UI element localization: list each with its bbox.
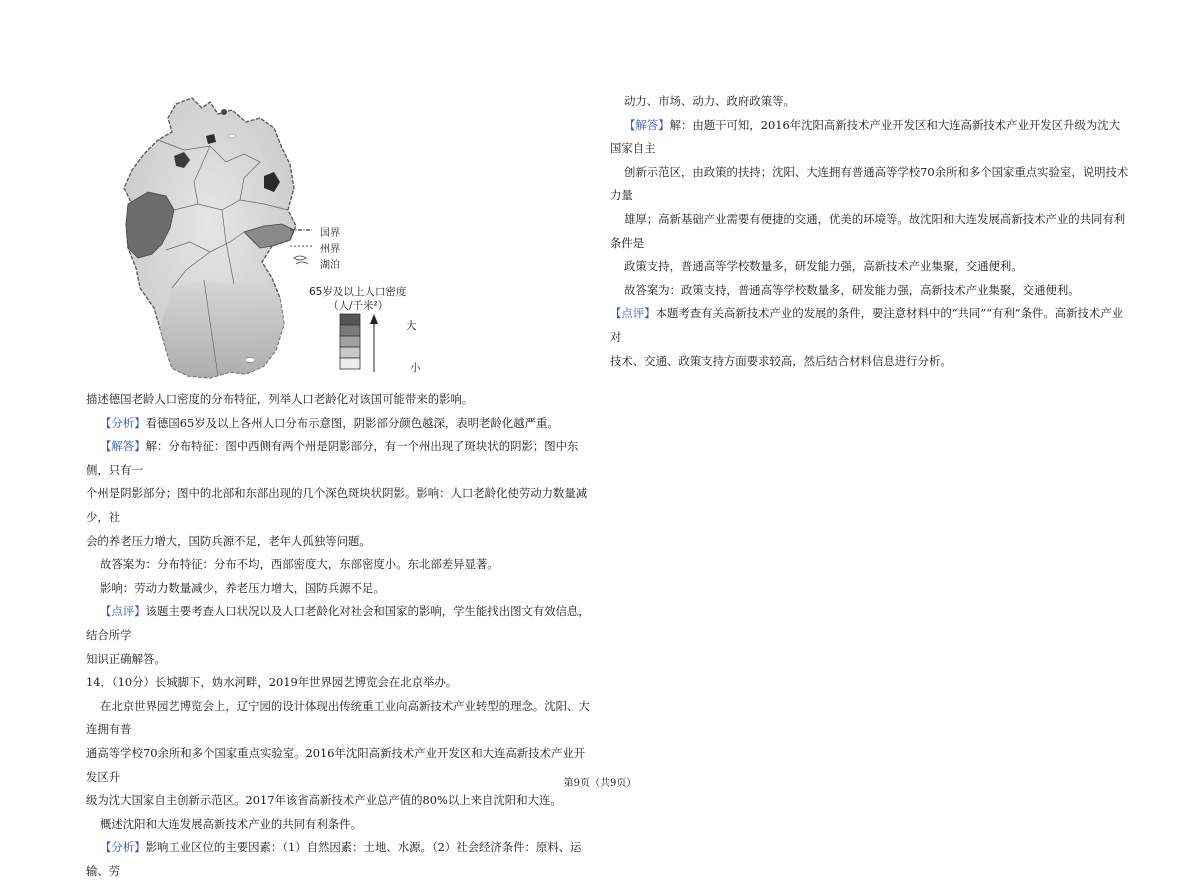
q14-answer-tag: 【解答】 bbox=[624, 117, 670, 132]
q14-comment-para bbox=[610, 302, 1130, 349]
q14-comment-line-1: 本题考查有关高新技术产业的发展的条件，要注意材料中的“共同”“有利”条件。高新技术产业对 bbox=[610, 306, 1124, 344]
q14-answer-line-4: 政策支持，普通高等学校数量多，研发能力强，高新技术产业集聚，交通便利。 bbox=[624, 259, 1023, 274]
comment-para bbox=[86, 600, 590, 647]
legend-state-border: 州界 bbox=[320, 244, 340, 255]
legend-unit: （人/千米²） bbox=[328, 300, 389, 312]
legend-small: 小 bbox=[410, 362, 421, 374]
analysis-continued: 动力、市场、动力、政府政策等。 bbox=[624, 94, 795, 108]
density-scale bbox=[340, 314, 360, 369]
comment-line-2: 知识正确解答。 bbox=[86, 651, 166, 666]
legend-lake: 湖泊 bbox=[320, 260, 340, 271]
analysis-tag: 【分析】 bbox=[100, 415, 146, 430]
page-footer: 第9页（共9页） bbox=[563, 778, 637, 789]
answer-line-3: 会的养老压力增大，国防兵源不足，老年人孤独等问题。 bbox=[86, 533, 371, 548]
comment-line-1: 该题主要考查人口状况以及人口老龄化对社会和国家的影响，学生能找出图文有效信息，结合所学 bbox=[86, 604, 590, 642]
q14-answer-para bbox=[610, 114, 1130, 161]
final-answer-2: 影响：劳动力数量减少，养老压力增大，国防兵源不足。 bbox=[100, 580, 385, 595]
lake-symbol bbox=[294, 256, 308, 264]
germany-map-figure bbox=[114, 92, 421, 388]
answer-line-1: 解：分布特征：图中西侧有两个州是阴影部分，有一个州出现了斑块状的阴影；图中东侧，只有一 bbox=[86, 439, 579, 477]
q14-answer-line-1: 解：由题干可知，2016年沈阳高新技术产业开发区和大连高新技术产业开发区升级为沈大国家自主 bbox=[610, 117, 1121, 156]
q14-comment-tag: 【点评】 bbox=[610, 306, 656, 321]
analysis-para bbox=[86, 412, 590, 436]
south-states-shade bbox=[160, 274, 284, 378]
q14-analysis-para bbox=[86, 836, 590, 883]
answer-line-2: 个州是阴影部分；图中的北部和东部出现的几个深色斑块状阴影。影响：人口老龄化使劳动力数量减少，社 bbox=[86, 486, 588, 524]
q14-heading: 14．（10分）长城脚下，妫水河畔，2019年世界园艺博览会在北京举办。 bbox=[86, 675, 458, 690]
legend-title: 65岁及以上人口密度 bbox=[309, 286, 407, 298]
germany-population-map bbox=[114, 92, 414, 388]
legend-large: 大 bbox=[406, 320, 417, 332]
lake-icon-map bbox=[245, 358, 255, 363]
q14-material-3: 级为沈大国家自主创新示范区。2017年该省高新技术产业总产值的80%以上来自沈阳和大连。 bbox=[86, 793, 562, 808]
answer-tag: 【解答】 bbox=[100, 439, 146, 454]
left-column bbox=[86, 92, 590, 883]
q14-material-2: 通高等学校70余所和多个国家重点实验室。2016年沈阳高新技术产业开发区和大连高新技术产业开发区升 bbox=[86, 745, 586, 784]
q14-analysis-tag: 【分析】 bbox=[100, 840, 146, 855]
q14-final-answer: 故答案为：政策支持，普通高等学校数量多，研发能力强，高新技术产业集聚，交通便利。 bbox=[624, 282, 1080, 297]
right-column bbox=[610, 90, 1130, 373]
q14-answer-line-3: 雄厚；高新基础产业需要有便捷的交通，优美的环境等。故沈阳和大连发展高新技术产业的共同有利条件是 bbox=[610, 211, 1126, 250]
q14-material-1: 在北京世界园艺博览会上，辽宁园的设计体现出传统重工业向高新技术产业转型的理念。沈阳、大连拥有普 bbox=[86, 698, 590, 737]
comment-tag: 【点评】 bbox=[100, 604, 146, 619]
q14-prompt: 概述沈阳和大连发展高新技术产业的共同有利条件。 bbox=[100, 816, 362, 831]
q14-comment-line-2: 技术、交通、政策支持方面要求较高，然后结合材料信息进行分析。 bbox=[610, 353, 952, 368]
north-patch bbox=[221, 109, 227, 115]
q14-answer-line-2: 创新示范区，由政策的扶持；沈阳、大连拥有普通高等学校70余所和多个国家重点实验室，说明技术力量 bbox=[610, 164, 1129, 203]
answer-para bbox=[86, 435, 590, 482]
final-answer-1: 故答案为：分布特征：分布不均，西部密度大，东部密度小。东北部差异显著。 bbox=[100, 557, 499, 572]
analysis-text: 看德国65岁及以上各州人口分布示意图，阴影部分颜色越深，表明老龄化越严重。 bbox=[145, 415, 559, 430]
q13-prompt: 描述德国老龄人口密度的分布特征，列举人口老龄化对该国可能带来的影响。 bbox=[86, 392, 474, 406]
legend-national-border: 国界 bbox=[320, 228, 340, 239]
q14-analysis-text: 影响工业区位的主要因素：（1）自然因素：土地、水源。（2）社会经济条件：原料、运输、劳 bbox=[86, 840, 582, 878]
